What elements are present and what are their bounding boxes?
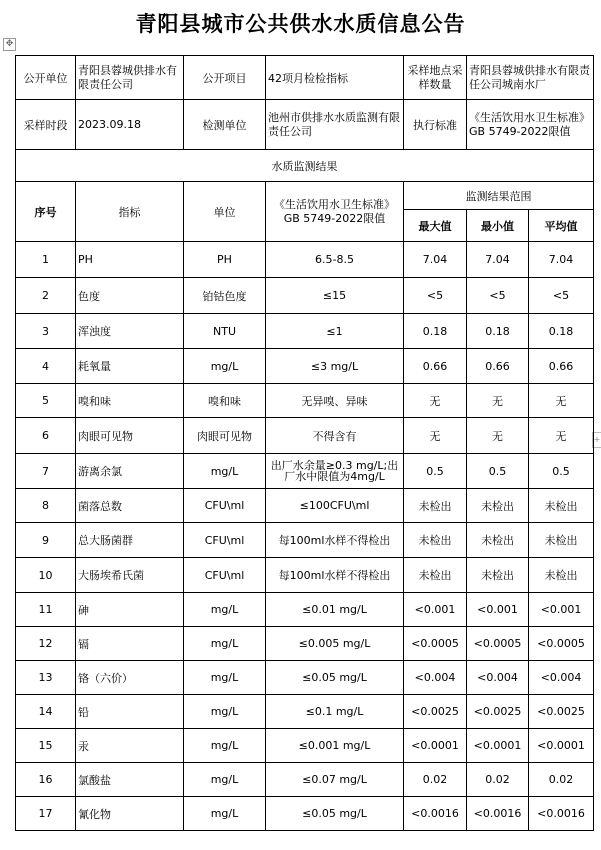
cell-standard: ≤3 mg/L xyxy=(266,349,404,384)
cell-indicator: 氯酸盐 xyxy=(76,763,184,797)
cell-seq: 17 xyxy=(16,797,76,831)
cell-min: 未检出 xyxy=(467,523,529,558)
info-label: 公开项目 xyxy=(184,56,266,100)
cell-avg: <0.001 xyxy=(529,593,594,627)
cell-max: 无 xyxy=(404,384,467,418)
cell-avg: 0.5 xyxy=(529,454,594,489)
cell-min: 0.5 xyxy=(467,454,529,489)
info-value: 42项月检检指标 xyxy=(266,56,404,100)
table-row xyxy=(16,763,594,797)
cell-max: <0.0005 xyxy=(404,627,467,661)
cell-min: <0.0025 xyxy=(467,695,529,729)
cell-avg: <0.0016 xyxy=(529,797,594,831)
cell-seq: 5 xyxy=(16,384,76,418)
header-seq: 序号 xyxy=(16,182,76,242)
cell-standard: ≤0.07 mg/L xyxy=(266,763,404,797)
cell-standard: ≤0.005 mg/L xyxy=(266,627,404,661)
cell-unit: CFU\ml xyxy=(184,523,266,558)
table-row xyxy=(16,314,594,349)
cell-min: 0.66 xyxy=(467,349,529,384)
info-value: 《生活饮用水卫生标准》GB 5749-2022限值 xyxy=(467,100,594,150)
cell-avg: <5 xyxy=(529,278,594,314)
header-standard: 《生活饮用水卫生标准》GB 5749-2022限值 xyxy=(266,182,404,242)
header-unit: 单位 xyxy=(184,182,266,242)
cell-standard: 每100ml水样不得检出 xyxy=(266,558,404,593)
cell-min: <5 xyxy=(467,278,529,314)
cell-min: 未检出 xyxy=(467,489,529,523)
cell-avg: 未检出 xyxy=(529,489,594,523)
cell-seq: 15 xyxy=(16,729,76,763)
table-row xyxy=(16,418,594,454)
cell-seq: 12 xyxy=(16,627,76,661)
info-label: 执行标准 xyxy=(404,100,467,150)
cell-unit: mg/L xyxy=(184,593,266,627)
cell-standard: 不得含有 xyxy=(266,418,404,454)
cell-unit: 嗅和味 xyxy=(184,384,266,418)
cell-unit: mg/L xyxy=(184,454,266,489)
cell-standard: 无异嗅、异味 xyxy=(266,384,404,418)
info-value: 青阳县蓉城供排水有限责任公司 xyxy=(76,56,184,100)
cell-avg: 0.02 xyxy=(529,763,594,797)
cell-indicator: 嗅和味 xyxy=(76,384,184,418)
cell-indicator: 砷 xyxy=(76,593,184,627)
cell-unit: mg/L xyxy=(184,627,266,661)
cell-standard: ≤1 xyxy=(266,314,404,349)
cell-standard: ≤0.001 mg/L xyxy=(266,729,404,763)
section-title: 水质监测结果 xyxy=(16,150,594,182)
cell-unit: 肉眼可见物 xyxy=(184,418,266,454)
table-move-handle-icon[interactable]: ✥ xyxy=(3,38,16,51)
cell-min: 无 xyxy=(467,418,529,454)
info-label: 采样时段 xyxy=(16,100,76,150)
cell-min: 无 xyxy=(467,384,529,418)
cell-avg: 0.18 xyxy=(529,314,594,349)
cell-indicator: 大肠埃希氏菌 xyxy=(76,558,184,593)
table-row xyxy=(16,593,594,627)
cell-indicator: 浑浊度 xyxy=(76,314,184,349)
cell-max: 未检出 xyxy=(404,489,467,523)
cell-avg: 未检出 xyxy=(529,523,594,558)
cell-unit: PH xyxy=(184,242,266,278)
cell-min: <0.004 xyxy=(467,661,529,695)
cell-unit: 铂钴色度 xyxy=(184,278,266,314)
cell-max: <0.0016 xyxy=(404,797,467,831)
cell-indicator: 铅 xyxy=(76,695,184,729)
cell-seq: 1 xyxy=(16,242,76,278)
cell-min: 未检出 xyxy=(467,558,529,593)
cell-indicator: 肉眼可见物 xyxy=(76,418,184,454)
cell-unit: CFU\ml xyxy=(184,558,266,593)
cell-avg: 0.66 xyxy=(529,349,594,384)
header-avg: 平均值 xyxy=(529,210,594,242)
cell-unit: mg/L xyxy=(184,695,266,729)
cell-avg: <0.0025 xyxy=(529,695,594,729)
cell-max: 0.02 xyxy=(404,763,467,797)
info-row-1 xyxy=(16,56,594,100)
cell-seq: 16 xyxy=(16,763,76,797)
table-row xyxy=(16,384,594,418)
cell-min: 7.04 xyxy=(467,242,529,278)
cell-standard: ≤100CFU\ml xyxy=(266,489,404,523)
cell-standard: 每100ml水样不得检出 xyxy=(266,523,404,558)
cell-seq: 11 xyxy=(16,593,76,627)
table-row xyxy=(16,729,594,763)
cell-seq: 6 xyxy=(16,418,76,454)
header-min: 最小值 xyxy=(467,210,529,242)
table-row xyxy=(16,454,594,489)
cell-avg: 无 xyxy=(529,418,594,454)
table-row xyxy=(16,489,594,523)
cell-unit: mg/L xyxy=(184,661,266,695)
cell-seq: 10 xyxy=(16,558,76,593)
table-row xyxy=(16,797,594,831)
cell-max: <0.0025 xyxy=(404,695,467,729)
water-quality-table xyxy=(15,55,594,831)
cell-seq: 8 xyxy=(16,489,76,523)
cell-max: 无 xyxy=(404,418,467,454)
info-row-2 xyxy=(16,100,594,150)
cell-standard: ≤0.01 mg/L xyxy=(266,593,404,627)
cell-seq: 14 xyxy=(16,695,76,729)
info-label: 检测单位 xyxy=(184,100,266,150)
table-row xyxy=(16,558,594,593)
cell-indicator: 镉 xyxy=(76,627,184,661)
cell-indicator: 汞 xyxy=(76,729,184,763)
info-label: 公开单位 xyxy=(16,56,76,100)
cell-indicator: 铬（六价） xyxy=(76,661,184,695)
cell-seq: 13 xyxy=(16,661,76,695)
cell-unit: mg/L xyxy=(184,763,266,797)
cell-indicator: 氰化物 xyxy=(76,797,184,831)
cell-min: 0.18 xyxy=(467,314,529,349)
cell-indicator: 菌落总数 xyxy=(76,489,184,523)
header-max: 最大值 xyxy=(404,210,467,242)
cell-min: <0.001 xyxy=(467,593,529,627)
table-row xyxy=(16,661,594,695)
page-title: 青阳县城市公共供水水质信息公告 xyxy=(135,12,466,36)
cell-seq: 9 xyxy=(16,523,76,558)
cell-seq: 4 xyxy=(16,349,76,384)
cell-indicator: 游离余氯 xyxy=(76,454,184,489)
cell-indicator: PH xyxy=(76,242,184,278)
cell-standard: ≤15 xyxy=(266,278,404,314)
cell-max: <0.001 xyxy=(404,593,467,627)
cell-unit: mg/L xyxy=(184,797,266,831)
cell-standard: ≤0.05 mg/L xyxy=(266,797,404,831)
cell-max: 0.18 xyxy=(404,314,467,349)
header-indicator: 指标 xyxy=(76,182,184,242)
info-value: 池州市供排水水质监测有限责任公司 xyxy=(266,100,404,150)
cell-min: <0.0016 xyxy=(467,797,529,831)
cell-seq: 2 xyxy=(16,278,76,314)
cell-max: <5 xyxy=(404,278,467,314)
cell-max: <0.004 xyxy=(404,661,467,695)
cell-seq: 7 xyxy=(16,454,76,489)
cell-standard: 出厂水余量≥0.3 mg/L;出厂水中限值为4mg/L xyxy=(266,454,404,489)
cell-avg: <0.0001 xyxy=(529,729,594,763)
cell-indicator: 耗氧量 xyxy=(76,349,184,384)
header-row-1 xyxy=(16,182,594,210)
info-label: 采样地点采样数量 xyxy=(404,56,467,100)
cell-standard: ≤0.1 mg/L xyxy=(266,695,404,729)
cell-avg: 未检出 xyxy=(529,558,594,593)
table-resize-handle-icon[interactable]: + xyxy=(592,432,601,448)
cell-max: 0.5 xyxy=(404,454,467,489)
table-row xyxy=(16,523,594,558)
cell-avg: 无 xyxy=(529,384,594,418)
cell-min: <0.0001 xyxy=(467,729,529,763)
cell-max: 未检出 xyxy=(404,523,467,558)
cell-unit: CFU\ml xyxy=(184,489,266,523)
cell-max: 未检出 xyxy=(404,558,467,593)
cell-indicator: 色度 xyxy=(76,278,184,314)
header-range: 监测结果范围 xyxy=(404,182,594,210)
cell-seq: 3 xyxy=(16,314,76,349)
cell-indicator: 总大肠菌群 xyxy=(76,523,184,558)
section-title-row xyxy=(16,150,594,182)
cell-max: 0.66 xyxy=(404,349,467,384)
table-row xyxy=(16,242,594,278)
cell-avg: 7.04 xyxy=(529,242,594,278)
cell-avg: <0.004 xyxy=(529,661,594,695)
table-row xyxy=(16,349,594,384)
cell-standard: ≤0.05 mg/L xyxy=(266,661,404,695)
table-row xyxy=(16,278,594,314)
cell-max: 7.04 xyxy=(404,242,467,278)
info-value: 2023.09.18 xyxy=(76,100,184,150)
cell-unit: mg/L xyxy=(184,349,266,384)
cell-unit: mg/L xyxy=(184,729,266,763)
cell-unit: NTU xyxy=(184,314,266,349)
cell-avg: <0.0005 xyxy=(529,627,594,661)
cell-min: 0.02 xyxy=(467,763,529,797)
cell-min: <0.0005 xyxy=(467,627,529,661)
cell-standard: 6.5-8.5 xyxy=(266,242,404,278)
cell-max: <0.0001 xyxy=(404,729,467,763)
info-value: 青阳县蓉城供排水有限责任公司城南水厂 xyxy=(467,56,594,100)
table-row xyxy=(16,627,594,661)
table-row xyxy=(16,695,594,729)
